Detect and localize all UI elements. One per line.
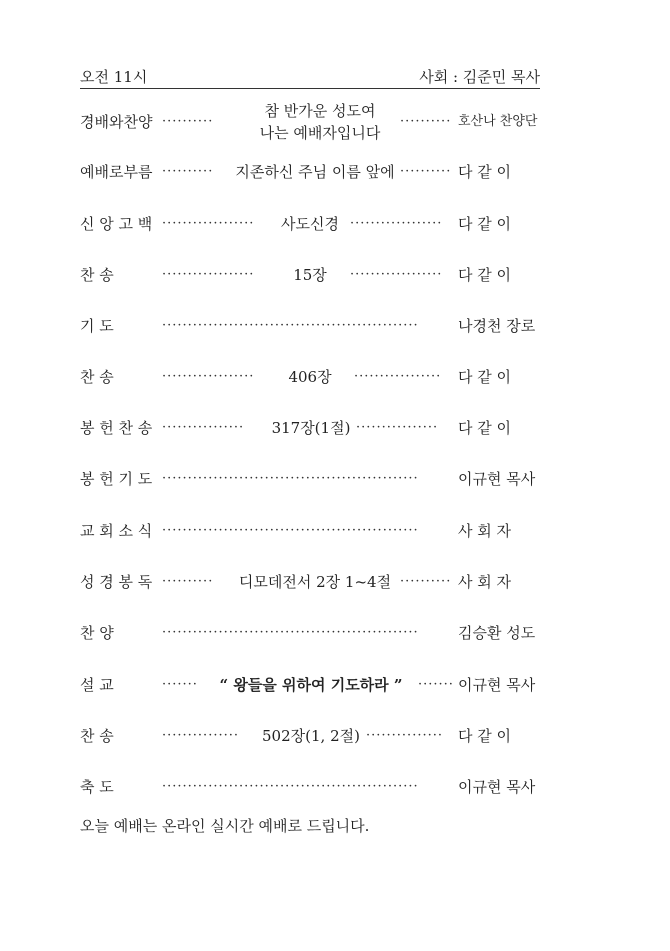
dot-leader: ·········· — [162, 114, 214, 129]
order-part: 봉 헌 기 도 — [80, 470, 153, 488]
order-content-line1: 참 반가운 성도여 — [264, 102, 376, 120]
dot-leader: ·················································· — [162, 779, 419, 794]
order-part: 교 회 소 식 — [80, 522, 153, 540]
order-content: 지존하신 주님 이름 앞에 — [235, 163, 395, 181]
service-time: 오전 11시 — [80, 68, 148, 86]
order-content: 406장 — [288, 368, 332, 386]
dot-leader: ·················· — [350, 216, 443, 231]
order-content: 디모데전서 2장 1~4절 — [238, 573, 392, 591]
order-leader: 다 같 이 — [458, 419, 512, 437]
dot-leader: ·········· — [400, 114, 452, 129]
order-row — [80, 721, 540, 751]
order-row — [80, 209, 540, 239]
order-leader: 다 같 이 — [458, 266, 512, 284]
order-row — [80, 311, 540, 341]
dot-leader: ·················· — [162, 369, 255, 384]
dot-leader: ·················································· — [162, 471, 419, 486]
order-row — [80, 362, 540, 392]
order-part: 신 앙 고 백 — [80, 215, 153, 233]
order-leader: 사 회 자 — [458, 573, 512, 591]
order-content-line2: 나는 예배자입니다 — [259, 124, 381, 142]
dot-leader: ·················································· — [162, 625, 419, 640]
order-row — [80, 772, 540, 802]
order-leader: 다 같 이 — [458, 727, 512, 745]
dot-leader: ······· — [418, 677, 454, 692]
order-row — [80, 157, 540, 187]
order-part: 찬 양 — [80, 624, 114, 642]
order-content: 317장(1절) — [271, 419, 351, 437]
dot-leader: ·················· — [162, 267, 255, 282]
dot-leader: ·················································· — [162, 523, 419, 538]
dot-leader: ·········· — [162, 164, 214, 179]
order-leader: 나경천 장로 — [458, 317, 536, 335]
order-leader: 호산나 찬양단 — [458, 114, 538, 129]
order-part: 설 교 — [80, 676, 114, 694]
order-part: 성 경 봉 독 — [80, 573, 153, 591]
order-row — [80, 516, 540, 546]
dot-leader: ·················· — [162, 216, 255, 231]
order-leader: 이규현 목사 — [458, 676, 536, 694]
presider: 사회 : 김준민 목사 — [419, 68, 540, 86]
order-leader: 다 같 이 — [458, 215, 512, 233]
dot-leader: ··············· — [162, 728, 239, 743]
order-content: 15장 — [293, 266, 327, 284]
dot-leader: ·················· — [350, 267, 443, 282]
dot-leader: ·········· — [400, 164, 452, 179]
order-row — [80, 567, 540, 597]
order-row — [80, 260, 540, 290]
order-row — [80, 98, 540, 146]
order-leader: 다 같 이 — [458, 163, 512, 181]
order-leader: 이규현 목사 — [458, 778, 536, 796]
footer-note: 오늘 예배는 온라인 실시간 예배로 드립니다. — [80, 817, 370, 835]
order-part: 예배로부름 — [80, 163, 153, 181]
order-part: 축 도 — [80, 778, 114, 796]
order-row — [80, 670, 540, 700]
sermon-title: “ 왕들을 위하여 기도하라 ” — [219, 676, 403, 694]
order-row — [80, 618, 540, 648]
order-content: 502장(1, 2절) — [262, 727, 360, 745]
order-leader: 김승환 성도 — [458, 624, 536, 642]
dot-leader: ················· — [354, 369, 442, 384]
order-part: 경배와찬양 — [80, 113, 153, 131]
dot-leader: ··············· — [366, 728, 443, 743]
order-part: 기 도 — [80, 317, 114, 335]
order-part: 찬 송 — [80, 368, 114, 386]
order-row — [80, 413, 540, 443]
dot-leader: ················ — [162, 420, 245, 435]
order-part: 봉 헌 찬 송 — [80, 419, 153, 437]
order-content: 사도신경 — [281, 215, 339, 233]
order-leader: 다 같 이 — [458, 368, 512, 386]
order-part: 찬 송 — [80, 266, 114, 284]
dot-leader: ·········· — [162, 574, 214, 589]
dot-leader: ·········· — [400, 574, 452, 589]
order-row — [80, 464, 540, 494]
order-leader: 이규현 목사 — [458, 470, 536, 488]
dot-leader: ················ — [356, 420, 439, 435]
dot-leader: ······· — [162, 677, 198, 692]
bulletin-header — [80, 62, 540, 89]
order-part: 찬 송 — [80, 727, 114, 745]
dot-leader: ·················································· — [162, 318, 419, 333]
order-leader: 사 회 자 — [458, 522, 512, 540]
order-content — [230, 98, 410, 148]
